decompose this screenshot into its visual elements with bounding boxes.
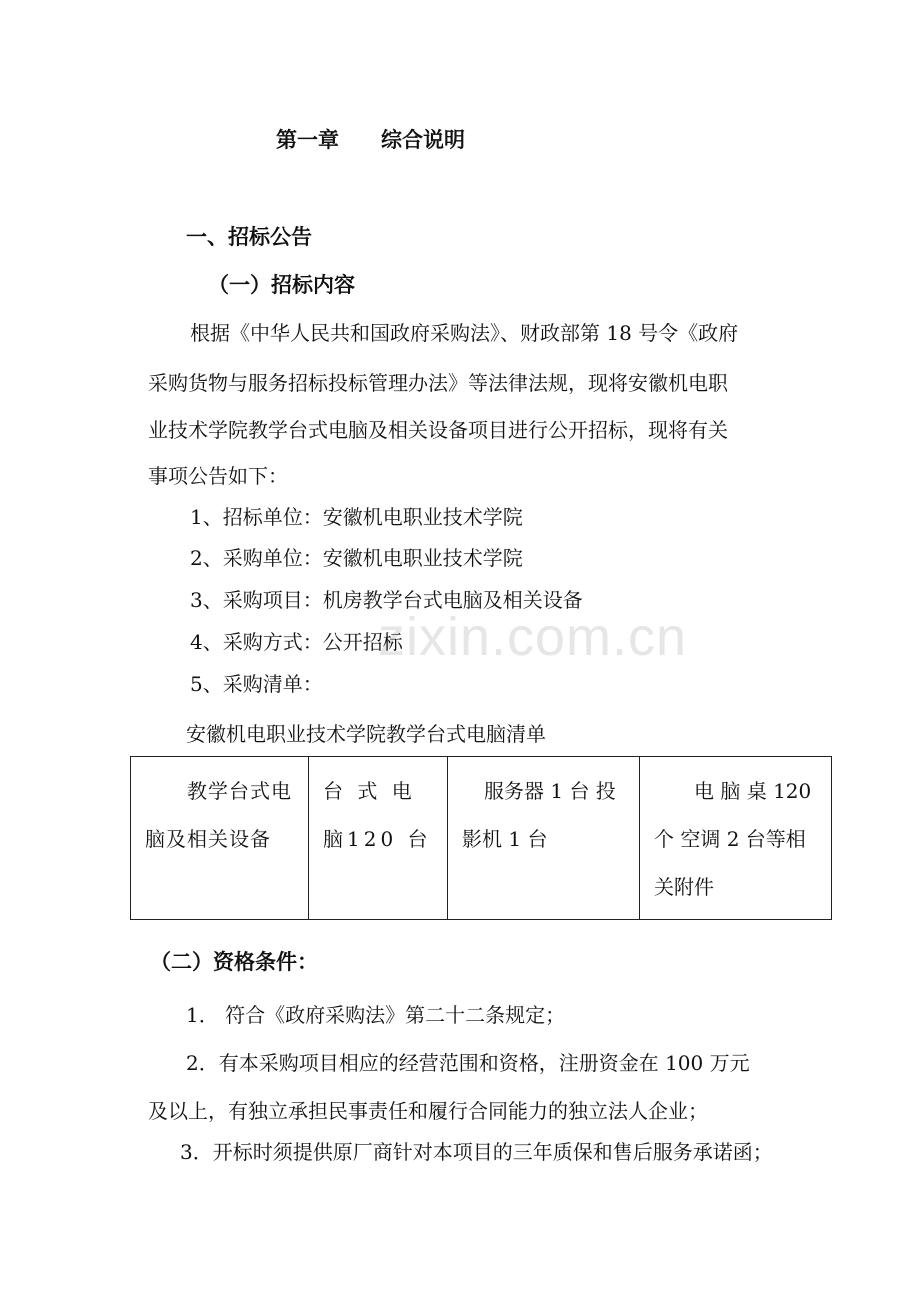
subsection-heading-qualifications: （二）资格条件： — [150, 950, 318, 974]
purchase-list-table — [130, 756, 832, 920]
table-cell — [309, 757, 448, 920]
watermark: zixin.com.cn — [378, 607, 688, 667]
list-item-purchase-project: 3、采购项目：机房教学台式电脑及相关设备 — [190, 588, 583, 612]
table-caption: 安徽机电职业技术学院教学台式电脑清单 — [186, 722, 546, 746]
table-cell-text: 服务器 1 台 投影机 1 台 — [462, 779, 616, 851]
intro-paragraph-line: 根据《中华人民共和国政府采购法》、财政部第 18 号令《政府 — [190, 321, 739, 345]
qualification-item: 3．开标时须提供原厂商针对本项目的三年质保和售后服务承诺函； — [180, 1140, 773, 1164]
subsection-heading-content: （一）招标内容 — [208, 273, 355, 297]
list-item-purchase-list: 5、采购清单： — [190, 672, 323, 696]
qualification-item: 1． 符合《政府采购法》第二十二条规定； — [186, 1003, 566, 1027]
list-item-purchasing-unit: 2、采购单位：安徽机电职业技术学院 — [190, 546, 523, 570]
qualification-item: 及以上，有独立承担民事责任和履行合同能力的独立法人企业； — [148, 1099, 708, 1123]
intro-paragraph-line: 采购货物与服务招标投标管理办法》等法律法规，现将安徽机电职 — [148, 371, 728, 395]
chapter-title: 第一章 综合说明 — [276, 128, 465, 152]
table-cell — [448, 757, 640, 920]
table-cell — [640, 757, 832, 920]
table-cell-text: 电 脑 桌 120 个 空调 2 台等相关附件 — [654, 779, 812, 899]
intro-paragraph-line: 事项公告如下： — [148, 464, 288, 488]
qualification-item: 2．有本采购项目相应的经营范围和资格，注册资金在 100 万元 — [186, 1051, 750, 1075]
list-item-purchase-method: 4、采购方式：公开招标 — [190, 630, 403, 654]
section-heading-announcement: 一、招标公告 — [186, 225, 312, 249]
list-item-bidding-unit: 1、招标单位：安徽机电职业技术学院 — [190, 505, 523, 529]
table-cell — [131, 757, 309, 920]
table-row — [131, 757, 832, 920]
intro-paragraph-line: 业技术学院教学台式电脑及相关设备项目进行公开招标，现将有关 — [148, 418, 728, 442]
table-cell-text: 台 式 电 脑120 台 — [323, 779, 432, 851]
table-cell-text: 教学台式电脑及相关设备 — [145, 779, 292, 851]
